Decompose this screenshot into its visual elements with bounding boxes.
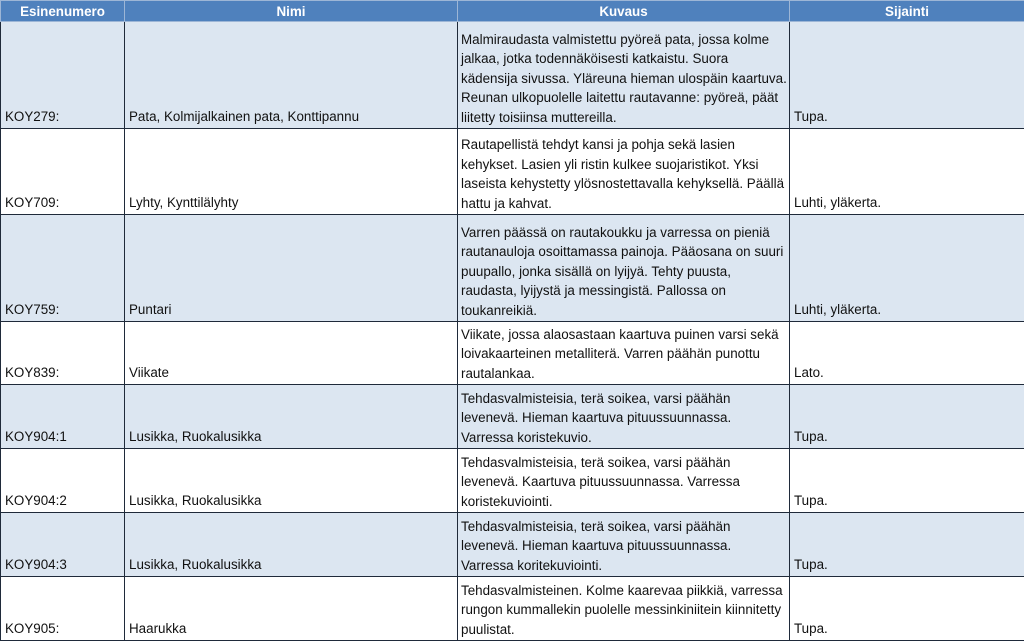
table-row [1, 577, 1024, 641]
cell-name[interactable]: Viikate [125, 322, 458, 385]
column-header-nimi[interactable]: Nimi [125, 1, 458, 22]
table-row [1, 385, 1024, 449]
table-row [1, 129, 1024, 215]
cell-id[interactable]: KOY904:1 [1, 385, 125, 449]
cell-name[interactable]: Lyhty, Kynttilälyhty [125, 129, 458, 215]
table-row [1, 215, 1024, 322]
table-row [1, 322, 1024, 385]
cell-location[interactable]: Lato. [790, 322, 1024, 385]
table-body [1, 22, 1024, 641]
cell-id[interactable]: KOY905: [1, 577, 125, 641]
cell-id[interactable]: KOY759: [1, 215, 125, 322]
cell-name[interactable]: Lusikka, Ruokalusikka [125, 513, 458, 577]
column-header-sijainti[interactable]: Sijainti [790, 1, 1024, 22]
cell-description[interactable]: Tehdasvalmisteisia, terä soikea, varsi päähän levenevä. Hieman kaartuva pituussuunnassa. Varressa koristekuvio. [458, 385, 790, 449]
cell-description[interactable]: Viikate, jossa alaosastaan kaartuva puinen varsi sekä loivakaarteinen metalliterä. Varren päähän punottu rautalankaa. [458, 322, 790, 385]
cell-description[interactable]: Malmiraudasta valmistettu pyöreä pata, jossa kolme jalkaa, jotka todennäköisesti katkaistu. Suora kädensija sivussa. Yläreuna hieman ulospäin kaartuva. Reunan ulkopuolelle laitettu rautavanne: pyöreä, päät liitetty toisiinsa muttereilla. [458, 22, 790, 129]
cell-description[interactable]: Varren päässä on rautakoukku ja varressa on pieniä rautanauloja osoittamassa painoja. Pääosana on suuri puupallo, jonka sisällä on lyijyä. Tehty puusta, raudasta, lyijystä ja messingistä. Pallossa on toukanreikiä. [458, 215, 790, 322]
cell-location[interactable]: Tupa. [790, 22, 1024, 129]
cell-id[interactable]: KOY279: [1, 22, 125, 129]
cell-location[interactable]: Luhti, yläkerta. [790, 215, 1024, 322]
cell-name[interactable]: Lusikka, Ruokalusikka [125, 385, 458, 449]
cell-description[interactable]: Tehdasvalmisteisia, terä soikea, varsi päähän levenevä. Kaartuva pituussuunnassa. Varressa koristekuviointi. [458, 449, 790, 513]
cell-location[interactable]: Luhti, yläkerta. [790, 129, 1024, 215]
cell-location[interactable]: Tupa. [790, 577, 1024, 641]
column-header-kuvaus[interactable]: Kuvaus [458, 1, 790, 22]
cell-description[interactable]: Rautapellistä tehdyt kansi ja pohja sekä lasien kehykset. Lasien yli ristin kulkee suojaristikot. Yksi laseista kehystetty ylösnostettavalla kehyksellä. Päällä hattu ja kahvat. [458, 129, 790, 215]
cell-location[interactable]: Tupa. [790, 449, 1024, 513]
cell-name[interactable]: Haarukka [125, 577, 458, 641]
cell-name[interactable]: Pata, Kolmijalkainen pata, Konttipannu [125, 22, 458, 129]
cell-location[interactable]: Tupa. [790, 513, 1024, 577]
table-row [1, 513, 1024, 577]
cell-description[interactable]: Tehdasvalmisteisia, terä soikea, varsi päähän levenevä. Hieman kaartuva pituussuunnassa. Varressa koritekuviointi. [458, 513, 790, 577]
cell-id[interactable]: KOY904:2 [1, 449, 125, 513]
column-header-esinenumero[interactable]: Esinenumero [1, 1, 125, 22]
cell-id[interactable]: KOY904:3 [1, 513, 125, 577]
cell-id[interactable]: KOY839: [1, 322, 125, 385]
table-header [1, 1, 1024, 22]
cell-name[interactable]: Puntari [125, 215, 458, 322]
cell-location[interactable]: Tupa. [790, 385, 1024, 449]
cell-id[interactable]: KOY709: [1, 129, 125, 215]
table-row [1, 449, 1024, 513]
cell-name[interactable]: Lusikka, Ruokalusikka [125, 449, 458, 513]
cell-description[interactable]: Tehdasvalmisteinen. Kolme kaarevaa piikkiä, varressa rungon kummallekin puolelle messinkiniitein kiinnitetty puulistat. [458, 577, 790, 641]
header-row [1, 1, 1024, 22]
table-row [1, 22, 1024, 129]
